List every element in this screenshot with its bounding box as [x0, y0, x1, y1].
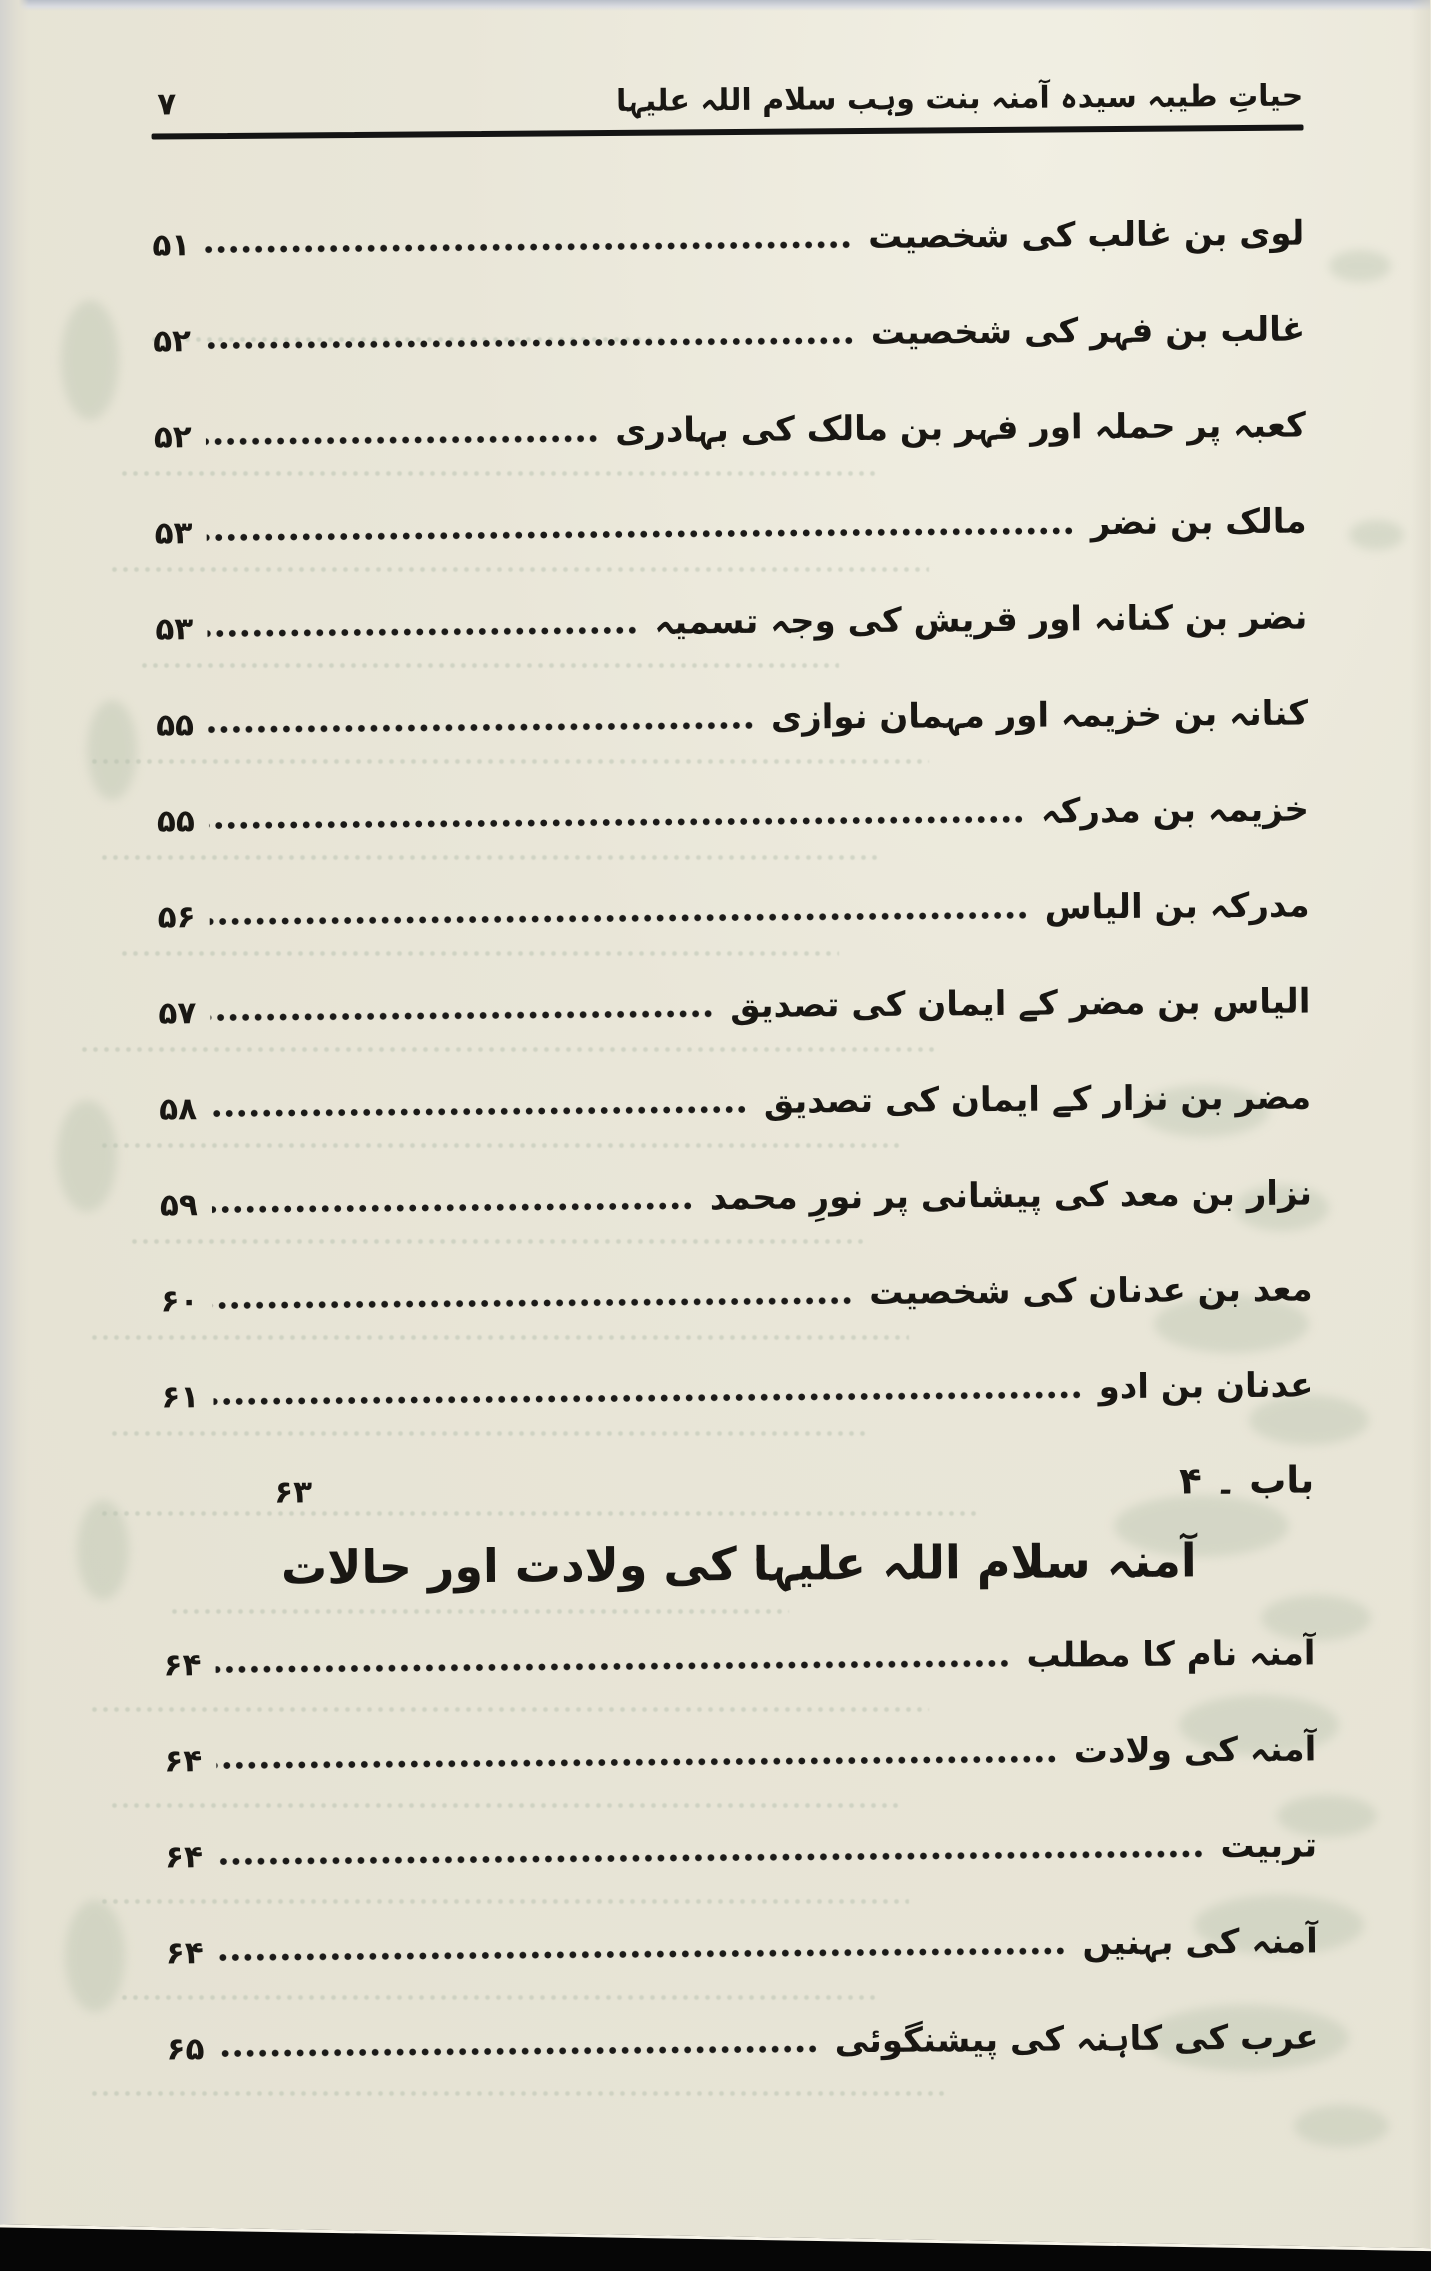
section-heading: آمنہ سلام اللہ علیہا کی ولادت اور حالات — [281, 1533, 1198, 1595]
toc-entry — [158, 776, 1310, 839]
toc-entry-title: معد بن عدنان کی شخصیت — [870, 1269, 1314, 1314]
dot-leader — [213, 1201, 695, 1214]
dot-leader — [208, 526, 1076, 542]
bleed-through-mark — [78, 1500, 130, 1600]
toc-entry-title: لوی بن غالب کی شخصیت — [869, 213, 1306, 258]
toc-entry — [154, 297, 1306, 360]
bleed-through-mark — [1350, 520, 1405, 550]
toc-entry-page-number: ۵۸ — [160, 1091, 199, 1128]
toc-entry-title: الیاس بن مضر کے ایمان کی تصدیق — [730, 981, 1312, 1027]
toc-entry-page-number: ۵۳ — [156, 611, 195, 648]
dot-leader — [219, 2044, 819, 2058]
toc-entry-title: آمنہ کی بہنیں — [1083, 1921, 1319, 1964]
dot-leader — [205, 240, 853, 254]
toc-entry — [159, 968, 1311, 1031]
dot-leader — [219, 1946, 1068, 1962]
toc-entry — [167, 1908, 1319, 1971]
toc-entry — [157, 680, 1309, 743]
bleed-through-mark — [62, 300, 120, 420]
toc-entry — [155, 488, 1307, 551]
toc-entry-title: خزیمہ بن مدرکہ — [1041, 789, 1311, 832]
page-number: ۷ — [158, 86, 178, 123]
toc-entry-page-number: ۶۴ — [165, 1839, 205, 1876]
dot-leader — [210, 815, 1026, 830]
chapter-label: باب ۔ ۴ — [1179, 1458, 1316, 1503]
toc-entry — [161, 1256, 1313, 1319]
dot-leader — [217, 1754, 1059, 1770]
toc-entry-page-number: ۶۴ — [166, 1935, 205, 1972]
running-header-title: حیاتِ طیبہ سیدہ آمنہ بنت وہب سلام اللہ علیہا — [616, 78, 1305, 119]
toc-entry — [160, 1064, 1312, 1127]
toc-entry-page-number: ۵۳ — [155, 515, 194, 552]
toc-entry — [164, 1620, 1316, 1683]
toc-entry-title: کعبہ پر حملہ اور فہر بن مالک کی بہادری — [615, 405, 1308, 452]
dot-leader — [207, 434, 600, 446]
toc-entry-page-number: ۵۶ — [158, 899, 197, 936]
dot-leader — [212, 1105, 749, 1118]
toc-entry-title: آمنہ کی ولادت — [1074, 1729, 1318, 1772]
chapter-heading-row — [163, 1448, 1315, 1511]
toc-entry-title: نزار بن معد کی پیشانی پر نورِ محمد — [710, 1173, 1314, 1219]
toc-entry-page-number: ۶۰ — [161, 1283, 200, 1320]
toc-entry-title: نضر بن کنانہ اور قریش کی وجہ تسمیہ — [655, 597, 1309, 643]
dot-leader — [214, 1390, 1083, 1406]
chapter-page-number: ۶۳ — [275, 1474, 314, 1511]
scan-edge-right — [1411, 0, 1431, 2271]
toc-entry-page-number: ۵۲ — [154, 323, 193, 360]
scan-edge-top — [0, 0, 1431, 11]
toc-entry-page-number: ۶۴ — [164, 1647, 203, 1684]
dot-leader — [216, 1659, 1011, 1674]
scan-edge-bottom — [0, 2224, 1431, 2271]
dot-leader — [211, 1009, 715, 1022]
toc-entry-page-number: ۶۴ — [165, 1743, 204, 1780]
bleed-through-mark — [88, 700, 138, 800]
page-header — [152, 54, 1304, 123]
toc-entry-page-number: ۵۹ — [160, 1187, 199, 1224]
toc-section-2 — [164, 1620, 1319, 2067]
dot-leader — [211, 911, 1030, 926]
toc-entry-page-number: ۵۵ — [157, 803, 196, 840]
toc-entry-title: آمنہ نام کا مطلب — [1027, 1633, 1317, 1676]
toc-entry — [158, 872, 1310, 935]
dot-leader — [218, 1849, 1206, 1866]
toc-entry-page-number: ۵۲ — [154, 419, 193, 456]
toc-entry-page-number: ۶۵ — [167, 2031, 206, 2068]
toc-entry — [161, 1160, 1313, 1223]
header-rule — [153, 125, 1305, 140]
toc-entry-title: کنانہ بن خزیمہ اور مہمان نوازی — [771, 693, 1310, 738]
dot-leader — [206, 336, 856, 350]
toc-entry-page-number: ۵۵ — [157, 707, 196, 744]
scan-edge-left — [0, 0, 30, 2271]
toc-entry — [155, 392, 1307, 455]
toc-entry — [156, 584, 1308, 647]
toc-entry-title: عرب کی کاہنہ کی پیشنگوئی — [835, 2017, 1320, 2062]
toc-entry — [162, 1352, 1314, 1415]
toc-entry-title: مدرکہ بن الیاس — [1045, 885, 1311, 928]
toc-entry — [165, 1716, 1317, 1779]
toc-entry-title: مضر بن نزار کے ایمان کی تصدیق — [764, 1077, 1313, 1122]
dot-leader — [209, 721, 756, 734]
table-of-contents — [152, 54, 1320, 2110]
bleed-through-mark — [58, 1100, 118, 1212]
toc-entry-page-number: ۵۷ — [159, 995, 198, 1032]
toc-entry-page-number: ۵۱ — [153, 227, 192, 264]
dot-leader — [208, 626, 639, 638]
toc-entry-title: عدنان بن ادو — [1099, 1365, 1315, 1408]
toc-entry — [153, 201, 1305, 264]
header-spacer — [177, 119, 617, 122]
toc-section-1 — [153, 201, 1314, 1416]
toc-entry — [166, 1812, 1318, 1875]
bleed-through-mark — [66, 1900, 126, 2012]
toc-entry-page-number: ۶۱ — [162, 1379, 201, 1416]
dot-leader — [214, 1296, 855, 1310]
bleed-through-mark — [1330, 250, 1392, 282]
toc-entry-title: مالک بن نضر — [1091, 501, 1308, 544]
toc-entry-title: تربیت — [1221, 1825, 1319, 1867]
bleed-through-mark — [1295, 2105, 1390, 2147]
toc-entry-title: غالب بن فہر کی شخصیت — [871, 309, 1307, 354]
toc-entry — [167, 2004, 1319, 2067]
